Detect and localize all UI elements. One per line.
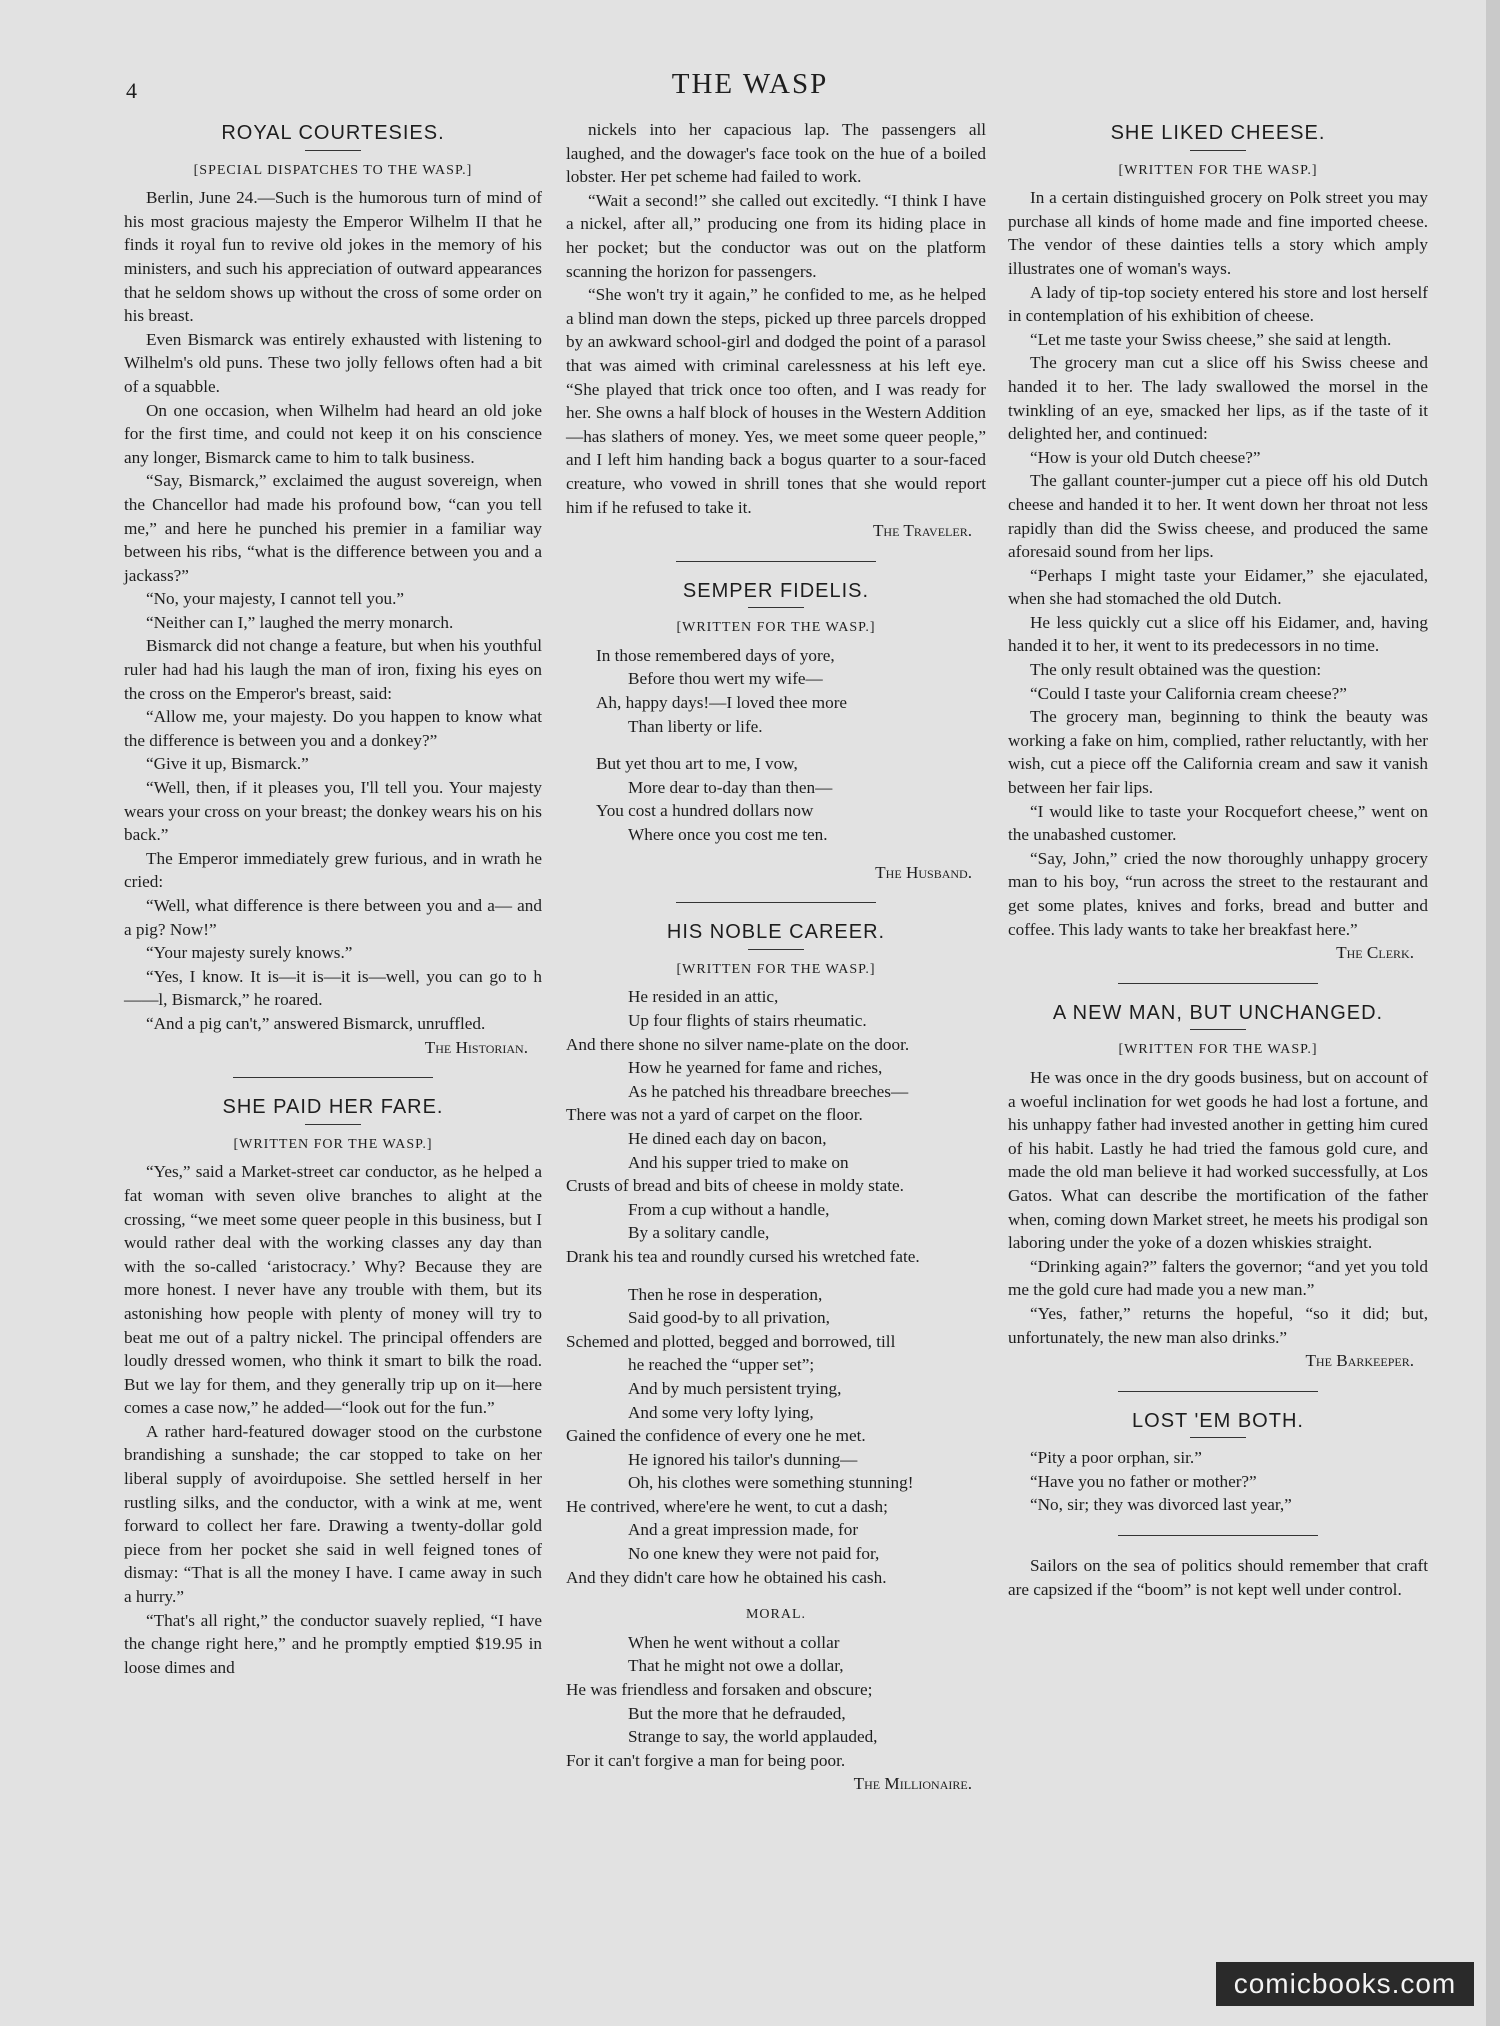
paragraph: “Say, John,” cried the now thoroughly unhappy grocery man to his boy, “run across the street to the restaurant and get some plates, knives and forks, bread and butter and coffee. This lady wants to take her breakfast here.” bbox=[1008, 848, 1428, 939]
verse-line: Strange to say, the world applauded, bbox=[628, 1727, 878, 1747]
article-divider bbox=[1118, 1391, 1318, 1392]
article-divider bbox=[676, 561, 876, 562]
paragraph: “No, your majesty, I cannot tell you.” bbox=[146, 589, 405, 609]
paragraph: “Your majesty surely knows.” bbox=[146, 943, 353, 963]
article-continuation bbox=[566, 118, 986, 519]
poem-stanza bbox=[566, 985, 986, 1268]
paragraph: “And a pig can't,” answered Bismarck, unruffled. bbox=[146, 1013, 486, 1033]
article-signature: The Traveler. bbox=[872, 521, 972, 541]
title-rule bbox=[305, 150, 361, 151]
paragraph: “She won't try it again,” he confided to me, as he helped a blind man down the steps, picked up three parcels dropped by an awkward school-girl and dodged the point of a parasol that was aimed with criminal carelessness at his left eye. “She played that trick once too often, and I was ready for her. She owns a half block of houses in the Western Addition—has slathers of money. Yes, we meet some queer people,” and I left him handing back a bogus quarter to a sour-faced creature, who vowed in shrill tones that she would report him if he refused to take it. bbox=[566, 285, 986, 517]
article-title: SEMPER FIDELIS. bbox=[682, 579, 870, 602]
verse-line: That he might not owe a dollar, bbox=[628, 1656, 844, 1676]
paragraph: “Wait a second!” she called out excitedly. “I think I have a nickel, after all,” producing one from its hiding place in her pocket; but the conductor was out on the platform scanning the horizon for passengers. bbox=[566, 190, 986, 281]
verse-line: But yet thou art to me, I vow, bbox=[596, 754, 798, 774]
verse-line: From a cup without a handle, bbox=[628, 1199, 830, 1219]
verse-line: he reached the “upper set”; bbox=[628, 1355, 815, 1375]
verse-line: Up four flights of stairs rheumatic. bbox=[628, 1011, 867, 1030]
article-divider bbox=[1118, 1535, 1318, 1536]
verse-line: Than liberty or life. bbox=[628, 716, 763, 736]
paragraph: A rather hard-featured dowager stood on the curbstone brandishing a sunshade; the car stopped to take on her liberal supply of avoirdupoise. She settled herself in her rustling silks, and the conductor, with a wink at me, went forward to collect her fare. Drawing a twenty-dollar gold piece from her pocket she said in well feigned tones of dismay: “That is all the money I have. I came away in such a hurry.” bbox=[124, 1421, 542, 1607]
paragraph: The grocery man, beginning to think the beauty was working a fake on him, complied, rather reluctantly, with her wish, cut a piece off the California cream and saw it vanish between her fair lips. bbox=[1008, 707, 1428, 798]
paragraph: In a certain distinguished grocery on Polk street you may purchase all kinds of home made and fine imported cheese. The vendor of these dainties tells a story which amply illustrates one of woman's ways. bbox=[1008, 188, 1428, 278]
verse-line: Ah, happy days!—I loved thee more bbox=[596, 693, 848, 713]
paragraph: The Emperor immediately grew furious, and in wrath he cried: bbox=[124, 848, 542, 892]
verse-line: Gained the confidence of every one he met. bbox=[566, 1426, 866, 1446]
verse-line: Crusts of bread and bits of cheese in moldy state. bbox=[566, 1176, 904, 1196]
dispatch-line: [WRITTEN FOR THE WASP.] bbox=[1118, 162, 1318, 178]
title-rule bbox=[1190, 150, 1246, 151]
verse-line: Where once you cost me ten. bbox=[628, 825, 828, 845]
paragraph: He was once in the dry goods business, but on account of a woeful inclination for wet goods he had lost a fortune, and his unhappy father had invested another in getting him cured of his habit. Lastly he had tried the famous gold cure, and made the old man believe it had worked successfully, at Los Gatos. What can describe the mortification of the father when, coming down Market street, he meets his prodigal son laboring under the yoke of a dozen whiskies straight. bbox=[1008, 1067, 1428, 1253]
article-body bbox=[1008, 1066, 1428, 1349]
closing-paragraph: Sailors on the sea of politics should remember that craft are capsized if the “boom” is not kept well under control. bbox=[1008, 1556, 1428, 1599]
paragraph: On one occasion, when Wilhelm had heard an old joke for the first time, and could not keep it on his conscience any longer, Bismarck came to him to talk business. bbox=[124, 400, 542, 467]
verse-line: And a great impression made, for bbox=[628, 1520, 859, 1540]
dispatch-line: [WRITTEN FOR THE WASP.] bbox=[1118, 1042, 1318, 1058]
paragraph: “Pity a poor orphan, sir.” bbox=[1030, 1448, 1202, 1468]
article-title: ROYAL COURTESIES. bbox=[221, 122, 445, 144]
paragraph: “Yes,” said a Market-street car conductor, as he helped a fat woman with seven olive branches to alight at the crossing, “we meet some queer people in this business, but I would rather deal with the working classes any day than with the so-called ‘aristocracy.’ Why? Because they are more honest. I never have any trouble with them, but its astonishing how people with plenty of money will try to beat me out of a paltry nickel. The principal offenders are loudly dressed women, who think it smart to bilk the road. But we lay for them, and they generally trip up on it—here comes a case now,” he added—“look out for the fun.” bbox=[124, 1162, 542, 1418]
article-title: A NEW MAN, BUT UNCHANGED. bbox=[1052, 1001, 1384, 1024]
article-title: HIS NOBLE CAREER. bbox=[666, 921, 886, 944]
moral-label: MORAL. bbox=[745, 1607, 807, 1623]
verse-line: Drank his tea and roundly cursed his wretched fate. bbox=[566, 1246, 920, 1266]
poem-stanza bbox=[566, 644, 986, 738]
article-divider bbox=[233, 1077, 433, 1078]
verse-line: He contrived, where'ere he went, to cut a dash; bbox=[566, 1496, 888, 1516]
paragraph: He less quickly cut a slice off his Eidamer, and, having handed it to her, it went to its predecessors in no time. bbox=[1008, 612, 1428, 656]
article-signature: The Historian. bbox=[424, 1037, 528, 1057]
article-title: SHE LIKED CHEESE. bbox=[1110, 122, 1326, 144]
paragraph: Berlin, June 24.—Such is the humorous turn of mind of his most gracious majesty the Emperor Wilhelm II that he finds it royal fun to revive old jokes in the memory of his ministers, and such his appreciation of outward appearances that he seldom shows up without the cross of some order on his breast. bbox=[124, 188, 542, 326]
paragraph: “Drinking again?” falters the governor; “and yet you told me the gold cure had made you a new man.” bbox=[1008, 1256, 1428, 1300]
masthead-title: THE WASP bbox=[671, 68, 829, 100]
verse-line: He was friendless and forsaken and obscure; bbox=[566, 1680, 873, 1700]
title-rule bbox=[1190, 1437, 1246, 1438]
article-signature: The Millionaire. bbox=[853, 1774, 972, 1794]
verse-line: Then he rose in desperation, bbox=[628, 1284, 823, 1304]
paragraph: Even Bismarck was entirely exhausted with listening to Wilhelm's old puns. These two jolly fellows often had a bit of a squabble. bbox=[124, 329, 542, 396]
dispatch-line: [WRITTEN FOR THE WASP.] bbox=[676, 620, 876, 636]
article-signature: The Husband. bbox=[875, 862, 972, 882]
paragraph: “Allow me, your majesty. Do you happen to know what the difference is between you and a donkey?” bbox=[124, 707, 542, 750]
article-body bbox=[1008, 186, 1428, 941]
paragraph: nickels into her capacious lap. The passengers all laughed, and the dowager's face took on the hue of a boiled lobster. Her pet scheme had failed to work. bbox=[566, 120, 986, 187]
paragraph: “Let me taste your Swiss cheese,” she said at length. bbox=[1030, 329, 1392, 349]
paragraph: “Say, Bismarck,” exclaimed the august sovereign, when the Chancellor had made his profound bow, “can you tell me,” and here he punched his premier in a familiar way between his ribs, “what is the difference between you and a jackass?” bbox=[124, 471, 542, 585]
paragraph: The grocery man cut a slice off his Swiss cheese and handed it to her. The lady swallowed the morsel in the twinkling of an eye, smacked her lips, as if the taste of it delighted her, and continued: bbox=[1008, 353, 1428, 444]
verse-line: By a solitary candle, bbox=[628, 1223, 770, 1243]
paragraph: Bismarck did not change a feature, but when his youthful ruler had had his laugh the man of iron, fixing his eyes on the cross on the Emperor's breast, said: bbox=[124, 636, 542, 703]
article-body bbox=[124, 1160, 542, 1679]
column-1 bbox=[124, 118, 542, 1679]
verse-line: He dined each day on bacon, bbox=[628, 1128, 827, 1148]
verse-line: He ignored his tailor's dunning— bbox=[628, 1449, 858, 1469]
poem-body bbox=[566, 644, 986, 847]
article-signature: The Clerk. bbox=[1336, 943, 1414, 963]
paragraph: “I would like to taste your Rocquefort cheese,” went on the unabashed customer. bbox=[1008, 801, 1428, 845]
title-rule bbox=[748, 607, 804, 608]
paragraph: “Yes, I know. It is—it is—it is—well, you can go to h——l, Bismarck,” he roared. bbox=[124, 966, 542, 1010]
poem-stanza bbox=[566, 752, 986, 846]
article-body bbox=[1008, 1446, 1428, 1517]
paragraph: “Well, what difference is there between you and a— and a pig? Now!” bbox=[124, 896, 542, 939]
paragraph: “Well, then, if it pleases you, I'll tell you. Your majesty wears your cross on your breast; the donkey wears his on his back.” bbox=[124, 778, 542, 845]
dispatch-line: [WRITTEN FOR THE WASP.] bbox=[676, 961, 876, 977]
page-number: 4 bbox=[126, 78, 137, 103]
paragraph: The gallant counter-jumper cut a piece off his old Dutch cheese and handed it to her. It went down her throat not less rapidly than did the Swiss cheese, and produced the same aforesaid sound from her lips. bbox=[1008, 471, 1428, 562]
verse-line: You cost a hundred dollars now bbox=[596, 801, 814, 821]
paragraph: The only result obtained was the question: bbox=[1030, 660, 1322, 680]
paragraph: “Could I taste your California cream cheese?” bbox=[1030, 683, 1347, 703]
column-3 bbox=[1008, 118, 1428, 1601]
verse-line: In those remembered days of yore, bbox=[596, 645, 835, 665]
verse-line: And there shone no silver name-plate on the door. bbox=[566, 1034, 910, 1054]
verse-line: And they didn't care how he obtained his cash. bbox=[566, 1567, 887, 1587]
paragraph: “No, sir; they was divorced last year,” bbox=[1030, 1495, 1292, 1515]
article-title: LOST 'EM BOTH. bbox=[1132, 1409, 1304, 1432]
verse-line: No one knew they were not paid for, bbox=[628, 1544, 880, 1564]
paragraph: “Perhaps I might taste your Eidamer,” she ejaculated, when she had stomached the old Dutch. bbox=[1008, 565, 1428, 609]
title-rule bbox=[1190, 1029, 1246, 1030]
verse-line: And some very lofty lying, bbox=[628, 1402, 814, 1422]
verse-line: As he patched his threadbare breeches— bbox=[628, 1081, 909, 1101]
verse-line: Oh, his clothes were something stunning! bbox=[628, 1473, 914, 1493]
watermark-logo: comicbooks.com bbox=[1216, 1962, 1474, 2006]
article-signature: The Barkeeper. bbox=[1305, 1351, 1414, 1371]
verse-line: Before thou wert my wife— bbox=[628, 669, 823, 689]
paragraph: “Have you no father or mother?” bbox=[1030, 1471, 1257, 1491]
title-rule bbox=[748, 949, 804, 950]
verse-line: How he yearned for fame and riches, bbox=[628, 1058, 883, 1078]
page-edge-shadow bbox=[1486, 0, 1500, 2026]
verse-line: There was not a yard of carpet on the floor. bbox=[566, 1105, 863, 1125]
verse-line: More dear to-day than then— bbox=[628, 777, 833, 797]
verse-line: Said good-by to all privation, bbox=[628, 1308, 830, 1328]
paragraph: “Neither can I,” laughed the merry monarch. bbox=[146, 612, 454, 632]
verse-line: For it can't forgive a man for being poor. bbox=[566, 1750, 846, 1770]
article-divider bbox=[676, 902, 876, 903]
verse-line: He resided in an attic, bbox=[628, 987, 779, 1007]
verse-line: When he went without a collar bbox=[628, 1632, 840, 1652]
verse-line: But the more that he defrauded, bbox=[628, 1703, 846, 1723]
paragraph: “How is your old Dutch cheese?” bbox=[1030, 447, 1261, 467]
verse-line: Schemed and plotted, begged and borrowed, till bbox=[566, 1331, 896, 1351]
column-2 bbox=[566, 118, 986, 1796]
poem-stanza bbox=[566, 1283, 986, 1590]
article-body bbox=[124, 186, 542, 1035]
article-title: SHE PAID HER FARE. bbox=[222, 1096, 444, 1119]
paragraph: “That's all right,” the conductor suavely replied, “I have the change right here,” and he promptly emptied $19.95 in loose dimes and bbox=[124, 1610, 542, 1677]
paragraph: A lady of tip-top society entered his store and lost herself in contemplation of his exhibition of cheese. bbox=[1008, 282, 1428, 326]
dispatch-line: [WRITTEN FOR THE WASP.] bbox=[233, 1136, 433, 1152]
dispatch-line: [SPECIAL DISPATCHES TO THE WASP.] bbox=[193, 162, 473, 178]
title-rule bbox=[305, 1124, 361, 1125]
article-divider bbox=[1118, 983, 1318, 984]
paragraph: “Give it up, Bismarck.” bbox=[146, 754, 309, 774]
poem-moral bbox=[566, 1631, 986, 1773]
paragraph: “Yes, father,” returns the hopeful, “so it did; but, unfortunately, the new man also drinks.” bbox=[1008, 1303, 1428, 1347]
verse-line: And by much persistent trying, bbox=[628, 1378, 842, 1398]
verse-line: And his supper tried to make on bbox=[628, 1152, 849, 1172]
